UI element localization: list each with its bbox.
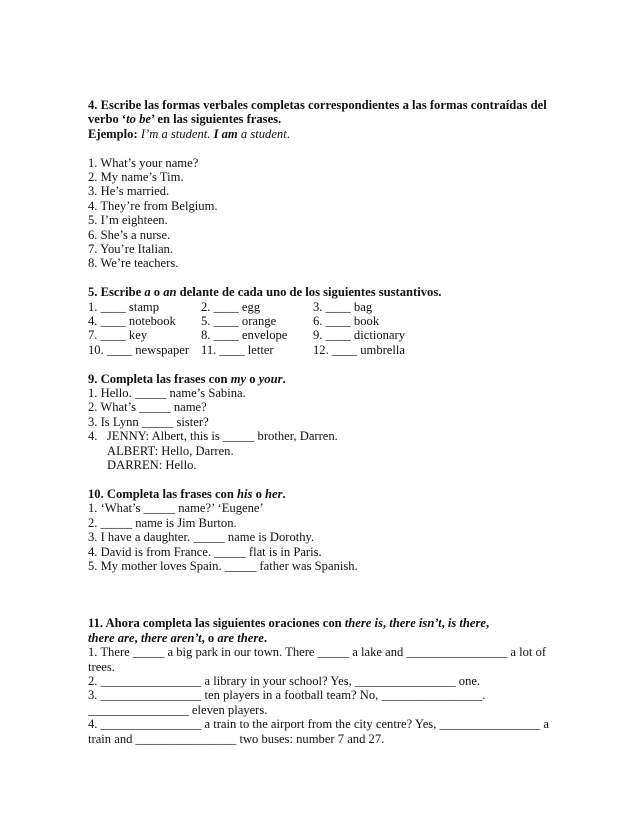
title-emph: are there	[217, 630, 264, 645]
list-item: 2. _____ name is Jim Burton.	[88, 515, 237, 530]
dialog-line: ALBERT: Hello, Darren.	[107, 443, 234, 458]
section-9-title	[88, 372, 558, 386]
grid-item: 7. ____ key	[88, 328, 148, 343]
list-item: 3. He’s married.	[88, 184, 170, 199]
list-item: 4. JENNY: Albert, this is _____ brother, Darren.	[88, 429, 338, 444]
title-part: 5. Escribe	[88, 285, 145, 300]
title-emph: an	[163, 285, 177, 300]
title-part: ,	[486, 616, 490, 631]
grid-item: 1. ____ stamp	[88, 299, 160, 314]
section-4-title	[88, 98, 558, 127]
grid-item: 5. ____ orange	[201, 314, 277, 329]
list-item: 3. Is Lynn _____ sister?	[88, 414, 209, 429]
title-part: ,	[382, 616, 390, 631]
list-item: 1. Hello. _____ name’s Sabina.	[88, 386, 246, 401]
section-4-title-part: verbo ‘	[88, 112, 127, 127]
title-emph: there aren’t	[140, 630, 202, 645]
title-emph: a	[144, 285, 151, 300]
exercise-line: train and ________________ two buses: number 7 and 27.	[88, 731, 385, 746]
dialog-line: DARREN: Hello.	[107, 458, 197, 473]
grid-item: 9. ____ dictionary	[313, 328, 405, 343]
title-part: ,	[134, 630, 141, 645]
title-part: .	[282, 486, 286, 501]
title-part: o	[150, 285, 164, 300]
section-5	[88, 285, 558, 357]
title-part: 9. Completa las frases con	[88, 371, 231, 386]
exercise-line: 1. There _____ a big park in our town. There _____ a lake and ________________ a lot of	[88, 645, 547, 660]
section-11	[88, 616, 558, 746]
section-10	[88, 487, 558, 573]
title-emph: there is	[344, 616, 383, 631]
exercise-line: trees.	[88, 659, 115, 674]
list-item: 3. I have a daughter. _____ name is Dorothy.	[88, 530, 315, 545]
list-item: 4. David is from France. _____ flat is in Paris.	[88, 544, 322, 559]
exercise-line: 4. ________________ a train to the airport from the city centre? Yes, ________________ a	[88, 717, 549, 732]
exercise-line: 2. ________________ a library in your school? Yes, ________________ one.	[88, 673, 481, 688]
grid-item: 2. ____ egg	[201, 299, 261, 314]
title-part: .	[282, 371, 286, 386]
section-4-title-part: ’ en las siguientes frases.	[150, 112, 282, 127]
section-5-title	[88, 285, 558, 299]
section-11-title	[88, 616, 558, 645]
worksheet	[88, 98, 558, 746]
title-emph: is there	[447, 616, 487, 631]
list-item: 2. What’s _____ name?	[88, 400, 207, 415]
title-part: o	[252, 486, 266, 501]
title-part: .	[263, 630, 268, 645]
grid-item: 4. ____ notebook	[88, 314, 176, 329]
example-text: a student	[237, 126, 287, 141]
section-9	[88, 372, 558, 473]
section-4	[88, 98, 558, 271]
section-4-example	[88, 127, 558, 141]
list-item: 5. I’m eighteen.	[88, 213, 168, 228]
grid-item: 3. ____ bag	[313, 299, 373, 314]
example-bold: I am	[213, 126, 238, 141]
example-text: I’m a student.	[137, 126, 214, 141]
list-item: 8. We’re teachers.	[88, 256, 179, 271]
section-4-title-emph: to be	[126, 112, 151, 127]
title-part: 10. Completa las frases con	[88, 486, 238, 501]
title-part: , o	[201, 630, 218, 645]
title-part: delante de cada uno de los siguientes sustantivos.	[176, 285, 442, 300]
list-item: 1. What’s your name?	[88, 155, 199, 170]
title-part: ,	[441, 616, 448, 631]
grid-item: 8. ____ envelope	[201, 328, 288, 343]
exercise-line: 3. ________________ ten players in a football team? No, ________________.	[88, 688, 486, 703]
example-label: Ejemplo:	[88, 126, 138, 141]
title-emph: your	[258, 371, 283, 386]
grid-item: 10. ____ newspaper	[88, 342, 190, 357]
section-10-title	[88, 487, 558, 501]
section-4-title-line1: 4. Escribe las formas verbales completas correspondientes a las formas contraídas del	[88, 98, 547, 112]
list-item: 1. ‘What’s _____ name?’ ‘Eugene’	[88, 501, 264, 516]
title-emph: her	[265, 486, 283, 501]
list-item: 2. My name’s Tim.	[88, 170, 184, 185]
list-item: 5. My mother loves Spain. _____ father was Spanish.	[88, 558, 358, 573]
grid-item: 6. ____ book	[313, 314, 380, 329]
list-item: 4. They’re from Belgium.	[88, 198, 218, 213]
title-emph: there are	[88, 630, 135, 645]
grid-item: 12. ____ umbrella	[313, 342, 405, 357]
title-emph: there isn’t	[389, 616, 442, 631]
section-4-list	[88, 156, 558, 271]
grid-item: 11. ____ letter	[201, 342, 274, 357]
list-item: 6. She’s a nurse.	[88, 227, 171, 242]
title-part: o	[246, 371, 259, 386]
example-period: .	[286, 126, 290, 141]
title-emph: my	[230, 371, 247, 386]
list-item: 7. You’re Italian.	[88, 242, 173, 257]
title-emph: his	[237, 486, 253, 501]
exercise-line: ________________ eleven players.	[88, 702, 268, 717]
noun-grid	[88, 300, 558, 358]
title-part: 11. Ahora completa las siguientes oraciones con	[88, 616, 345, 631]
